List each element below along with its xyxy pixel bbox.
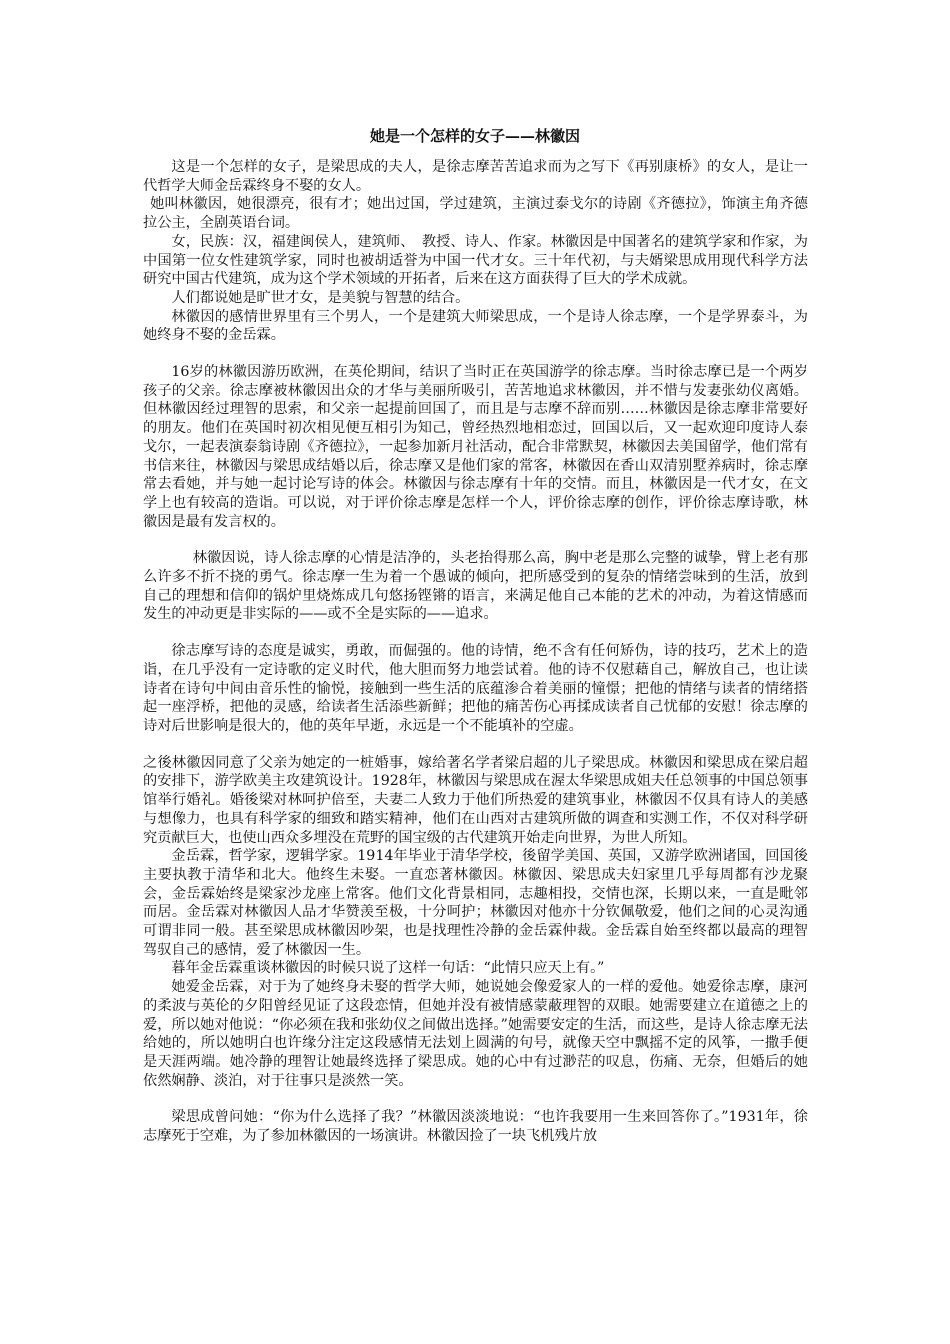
body-paragraph: 她爱金岳霖，对于为了她终身未娶的哲学大师，她说她会像爱家人的一样的爱他。她爱徐志摩，康河的柔波与英伦的夕阳曾经见证了这段恋情，但她并没有被情感蒙蔽理智的双眼。她需要建立在道德之上的爱，所以她对他说：“你必须在我和张幼仪之间做出选择。”她需要安定的生活，而这些，是诗人徐志摩无法给她的，所以她明白也许缘分注定这段感情无法划上圆满的句号，就像天空中飘摇不定的风筝，一撒手便是天涯两端。她冷静的理智让她最终选择了梁思成。她的心中有过渺茫的叹息，伤痛、无奈，但婚后的她依然娴静、淡泊，对于往事只是淡然一笑。 [143, 979, 808, 1089]
body-paragraph: 女，民族：汉，福建闽侯人，建筑师、 教授、诗人、作家。林徽因是中国著名的建筑学家和作家，为中国第一位女性建筑学家，同时也被胡适誉为中国一代才女。三十年代初，与夫婿梁思成用现代科学方法研究中国古代建筑，成为这个学术领域的开拓者，后来在这方面获得了巨大的学术成就。 [143, 233, 808, 288]
body-paragraph: 徐志摩写诗的态度是诚实，勇敢，而倔强的。他的诗情，绝不含有任何矫伪，诗的技巧，艺术上的造诣，在几乎没有一定诗歌的定义时代，他大胆而努力地尝试着。他的诗不仅慰藉自己，解放自己，也让读诗者在诗句中间由音乐性的愉悦，接触到一些生活的底蕴渗合着美丽的憧憬；把他的情绪与读者的情绪搭起一座浮桥，把他的灵感，给读者生活添些新鲜；把他的痛苦伤心再揉成读者自己忧郁的安慰！徐志摩的诗对后世影响是很大的，他的英年早逝，永远是一个不能填补的空虚。 [143, 643, 808, 734]
body-paragraph: 人们都说她是旷世才女，是美貌与智慧的结合。 [171, 289, 470, 306]
document-title: 她是一个怎样的女子——林徽因 [369, 127, 580, 145]
body-paragraph: 这是一个怎样的女子，是梁思成的夫人，是徐志摩苦苦追求而为之写下《再别康桥》的女人，是让一代哲学大师金岳霖终身不娶的女人。 [143, 159, 808, 194]
body-paragraph: 她叫林徽因，她很漂亮，很有才；她出过国，学过建筑，主演过泰戈尔的诗剧《齐德拉》，饰演主角齐德拉公主，全剧英语台词。 [143, 196, 808, 232]
body-paragraph: 金岳霖，哲学家，逻辑学家。1914年毕业于清华学校，後留学美国、英国，又游学欧洲诸国，回国後主要执教于清华和北大。他终生未娶。一直恋著林徽因。林徽因、梁思成夫妇家里几乎每周都有沙龙聚会，金岳霖始终是梁家沙龙座上常客。他们文化背景相同，志趣相投，交情也深，长期以来，一直是毗邻而居。金岳霖对林徽因人品才华赞羡至极，十分呵护；林徽因对他亦十分钦佩敬爱，他们之间的心灵沟通可谓非同一般。甚至梁思成林徽因吵架，也是找理性冷静的金岳霖仲裁。金岳霖自始至终都以最高的理智驾驭自己的感情，爱了林徽因一生。 [143, 848, 808, 958]
body-paragraph: 之後林徽因同意了父亲为她定的一桩婚事，嫁给著名学者梁启超的儿子梁思成。林徽因和梁思成在梁启超的安排下，游学欧美主攻建筑设计。1928年，林徽因与梁思成在渥太华梁思成姐夫任总领事的中国总领事馆举行婚礼。婚後梁对林呵护倍至，夫妻二人致力于他们所热爱的建筑事业，林徽因不仅具有诗人的美感与想像力，也具有科学家的细致和踏实精神，他们在山西对古建筑所做的调查和实测工作，不仅对科学研究贡献巨大，也使山西众多埋没在荒野的国宝级的古代建筑开始走向世界，为世人所知。 [143, 754, 808, 846]
document-body [143, 158, 808, 1146]
body-paragraph: 梁思成曾问她：“你为什么选择了我？”林徽因淡淡地说：“也许我要用一生来回答你了。”1931年，徐志摩死于空难，为了参加林徽因的一场演讲。林徽因捡了一块飞机残片放 [143, 1109, 808, 1145]
body-paragraph: 林徽因说，诗人徐志摩的心情是洁净的，头老抬得那么高，胸中老是那么完整的诚挚，臂上老有那么许多不折不挠的勇气。徐志摩一生为着一个愚诚的倾向，把所感受到的复杂的情绪尝味到的生活，放到自己的理想和信仰的锅炉里烧炼成几句悠扬铿锵的语言，来满足他自己本能的艺术的冲动，为着这情感而发生的冲动更是非实际的——或不全是实际的——追求。 [143, 550, 808, 623]
body-paragraph: 林徽因的感情世界里有三个男人，一个是建筑大师梁思成，一个是诗人徐志摩，一个是学界泰斗，为她终身不娶的金岳霖。 [143, 308, 808, 344]
body-paragraph: 16岁的林徽因游历欧洲，在英伦期间，结识了当时正在英国游学的徐志摩。当时徐志摩已是一个两岁孩子的父亲。徐志摩被林徽因出众的才华与美丽所吸引，苦苦地追求林徽因，并不惜与发妻张幼仪离婚。但林徽因经过理智的思索，和父亲一起提前回国了，而且是与志摩不辞而别……林徽因是徐志摩非常要好的朋友。他们在英国时初次相见便互相引为知己，曾经热烈地相恋过，回国以后，又一起欢迎印度诗人泰戈尔，一起表演泰翁诗剧《齐德拉》，一起参加新月社活动，配合非常默契，林徽因去美国留学，他们常有书信来往，林徽因与梁思成结婚以后，徐志摩又是他们家的常客，林徽因在香山双清别墅养病时，徐志摩常去看她，并与她一起讨论写诗的体会。林徽因与徐志摩有十年的交情。而且，林徽因是一代才女，在文学上也有较高的造诣。可以说，对于评价徐志摩是怎样一个人，评价徐志摩的创作，评价徐志摩诗歌，林徽因是最有发言权的。 [143, 364, 808, 530]
body-paragraph: 暮年金岳霖重谈林徽因的时候只说了这样一句话：“此情只应天上有。” [171, 960, 605, 977]
